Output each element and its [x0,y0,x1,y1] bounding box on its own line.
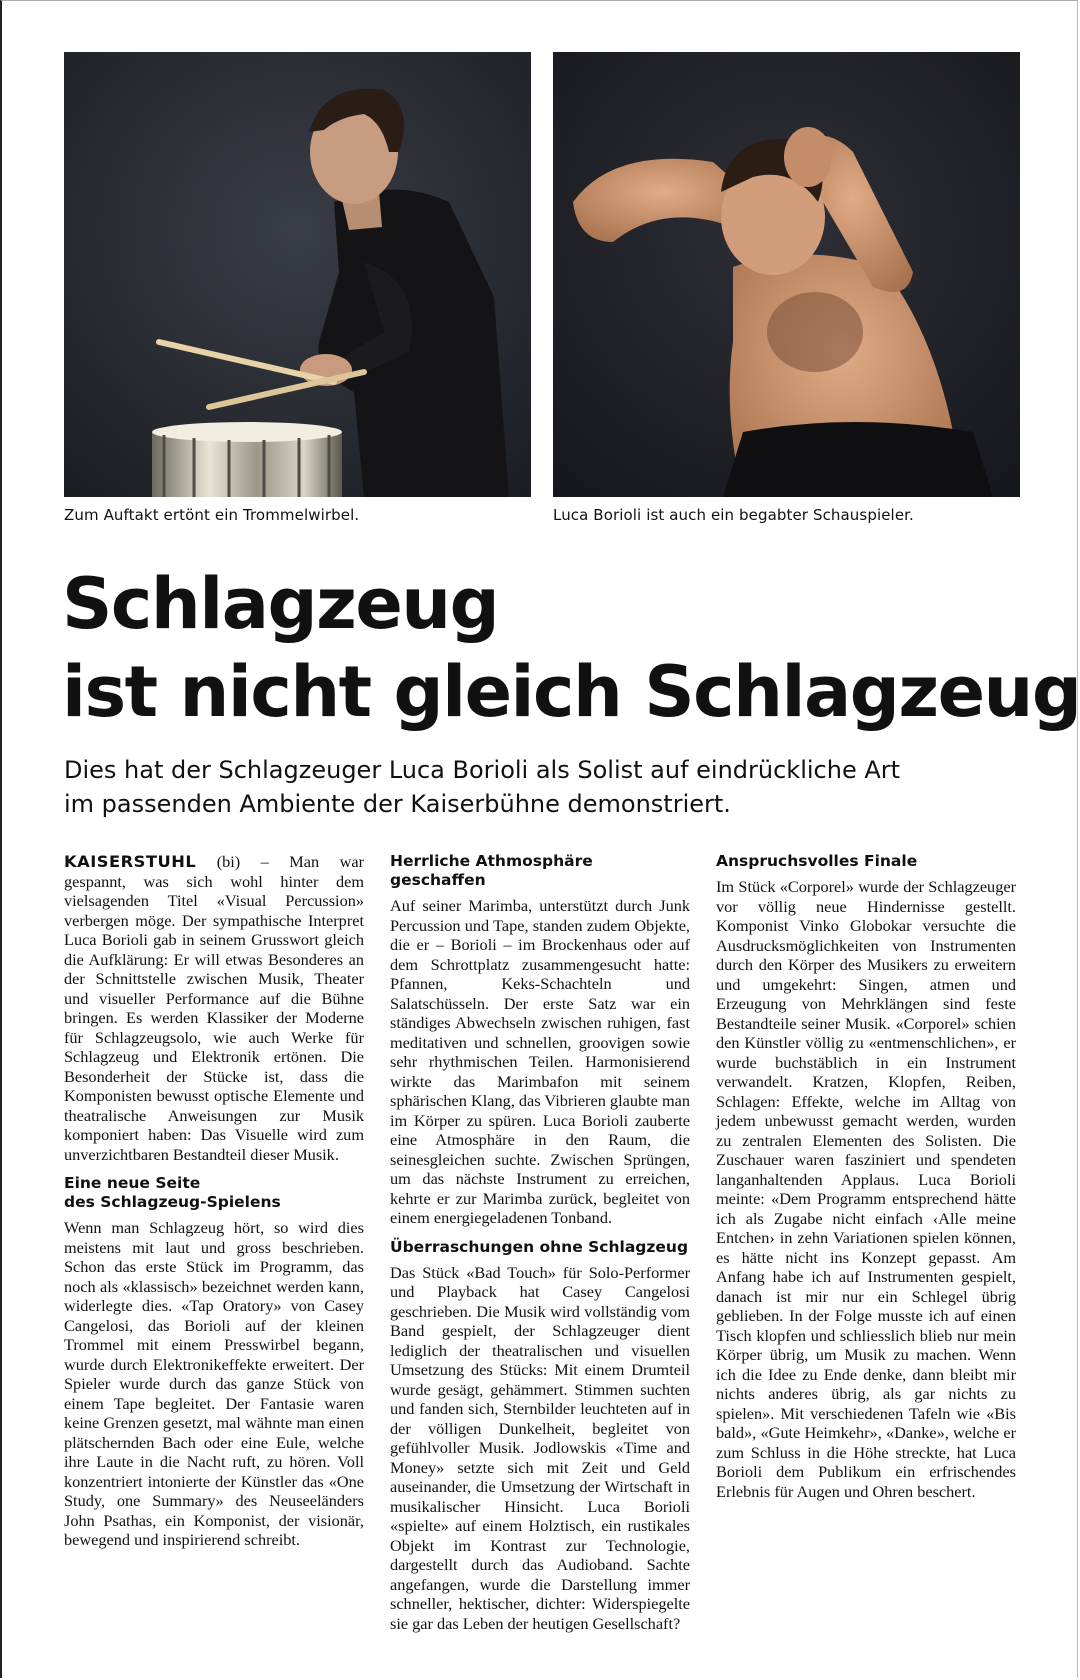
subheadline-line-2: im passenden Ambiente der Kaiserbühne demonstriert. [64,790,731,818]
photo-performer [553,52,1020,497]
headline [62,560,1080,736]
dateline: KAISERSTUHL [64,852,197,871]
photo-drummer [64,52,531,497]
section-heading-2: Herrliche Athmosphäre geschaffen [390,852,593,889]
article-paragraph-1 [64,852,364,1164]
article-column-1 [64,852,364,1560]
article-paragraph-2: Wenn man Schlagzeug hört, so wird dies meistens mit laut und gross beschrieben. Schon das erste Stück im Programm, das noch als «klassisch» bezeichnet werden kann, widerlegte dies. «Tap Oratory» von Casey Cangelosi, das Borioli auf der kleinen Trommel mit einem Presswirbel begann, wurde durch Elektronikeffekte erweitert. Der Spieler wurde durch das ganze Stück von einem Tape begleitet. Der Fantasie waren keine Grenzen gesetzt, mal wähnte man einen plätschernden Bach oder eine Eule, welche ihre Laute in die Nacht ruft, zu hören. Voll konzentriert intonierte der Künstler das «One Study, one Summary» des Neuseeländers John Psathas, ein Komponist, der visionär, bewegend und inspirierend schreibt. [64,1218,364,1549]
drummer-illustration [64,52,531,497]
article-paragraph-5: Im Stück «Corporel» wurde der Schlagzeuger vor völlig neue Hindernisse gestellt. Komponist Vinko Globokar versuchte die Ausdrucksmöglichkeiten von Instrumenten durch den Körper des Musikers zu erweitern und umgekehrt: Singen, atmen und Erzeugung von Mehrklängen sind feste Bestandteile seiner Musik. «Corporel» schien den Künstler völlig zu «entmenschlichen», er wurde buchstäblich in ein Instrument verwandelt. Kratzen, Klopfen, Reiben, Schlagen: Effekte, welche im Alltag von jedem unbewusst gemacht werden, wurden zu zentralen Elementen des Solisten. Die Zuschauer waren fasziniert und spendeten langanhaltenden Applaus. Luca Borioli meinte: «Dem Programm entsprechend hätte ich als Zugabe nicht einfach ‹Alle meine Entchen› in zehn Variationen spielen können, es hätte nicht ins Konzept gepasst. Am Anfang habe ich auf Instrumenten gespielt, danach ist mir nur ein Schlegel übrig geblieben. In der Folge musste ich auf einen Tisch klopfen und schliesslich blieb nur mein Körper übrig, um Musik zu machen. Wenn ich die Idee zu Ende denke, dann bleibt mir nichts anderes übrig, als gar nichts zu spielen». Mit verschiedenen Tafeln wie «Bis bald», «Gute Heimkehr», «Danke», welche er zum Schluss in die Höhe streckte, hat Luca Borioli dem Publikum ein erfrischendes Erlebnis für Augen und Ohren beschert. [716,877,1016,1501]
subheadline [64,753,1024,821]
photo-caption-left: Zum Auftakt ertönt ein Trommelwirbel. [64,506,360,524]
article-paragraph-3: Auf seiner Marimba, unterstützt durch Junk Percussion und Tape, standen zudem Objekte, die er – Borioli – im Brockenhaus oder auf dem Schrottplatz zusammengesucht hatte: Pfannen, Keks-Schachteln und Salatschüsseln. Der erste Satz war ein ständiges Abwechseln zwischen ruhigen, fast meditativen und schnellen, groovigen sowie sehr rhythmischen Teilen. Harmonisierend wirkte das Marimbafon mit seinem sphärischen Klang, das Vibrieren glaubte man im Körper zu spüren. Luca Borioli zauberte eine Atmosphäre in den Raum, die seinesgleichen suchte. Zwischen Sprüngen, um das nächste Instrument zu erreichen, kehrte er zur Marimba zurück, begleitet von einem energiegeladenen Tonband. [390,896,690,1227]
section-heading-1-line-1: Eine neue Seite [64,1174,201,1192]
article-column-3 [716,852,1016,1511]
photo-caption-right: Luca Borioli ist auch ein begabter Schauspieler. [553,506,914,524]
section-heading-1 [64,1174,364,1212]
article-column-2 [390,852,690,1643]
subheadline-line-1: Dies hat der Schlagzeuger Luca Borioli als Solist auf eindrückliche Art [64,756,901,784]
headline-line-1: Schlagzeug [62,563,499,645]
headline-line-2: ist nicht gleich Schlagzeug [62,651,1080,733]
section-heading-4: Anspruchsvolles Finale [716,852,918,870]
section-heading-3: Überraschungen ohne Schlagzeug [390,1237,689,1256]
section-heading-1-line-2: des Schlagzeug-Spielens [64,1193,281,1211]
article-paragraph-4: Das Stück «Bad Touch» für Solo-Performer und Playback hat Casey Cangelosi geschrieben. Die Musik wird vollständig vom Band gespielt, der Schlagzeuger dient lediglich der theatralischen und visuellen Umsetzung des Stücks: Mit einem Drumteil wurde gesägt, gehämmert. Stimmen suchten und fanden sich, Sternbilder leuchteten auf in der völligen Dunkelheit, begleitet von gefühlvoller Musik. Jodlowskis «Time and Money» setzte sich mit Zeit und Geld auseinander, die Umsetzung der Wirtschaft in musikalischer Hinsicht. Luca Borioli «spielte» auf einem Holztisch, ein rustikales Objekt im Kontrast zur Technologie, dargestellt durch das Audioband. Sachte angefangen, wurde die Darstellung immer schneller, hektischer, dichter: Widerspiegelte sie gar das Leben der heutigen Gesellschaft? [390,1262,690,1633]
performer-illustration [553,52,1020,497]
paragraph-1-text: (bi) – Man war gespannt, was sich wohl hinter dem vielsagenden Titel «Visual Percussion» verbergen möge. Der sympathische Interpret Luca Borioli gab in seinem Grusswort gleich die Aufklärung: Er will etwas Besonderes an der Schnittstelle zwischen Musik, Theater und visueller Performance auf die Bühne bringen. Es werden Klassiker der Moderne für Schlagzeugsolo, wie auch Werke für Schlagzeug und Elektronik ertönen. Die Besonderheit der Stücke ist, dass die Komponisten bewusst optische Elemente und theatralische Anweisungen zur Musik komponiert haben: Das Visuelle wird zum unverzichtbaren Bestandteil dieser Musik. [64,852,364,1164]
